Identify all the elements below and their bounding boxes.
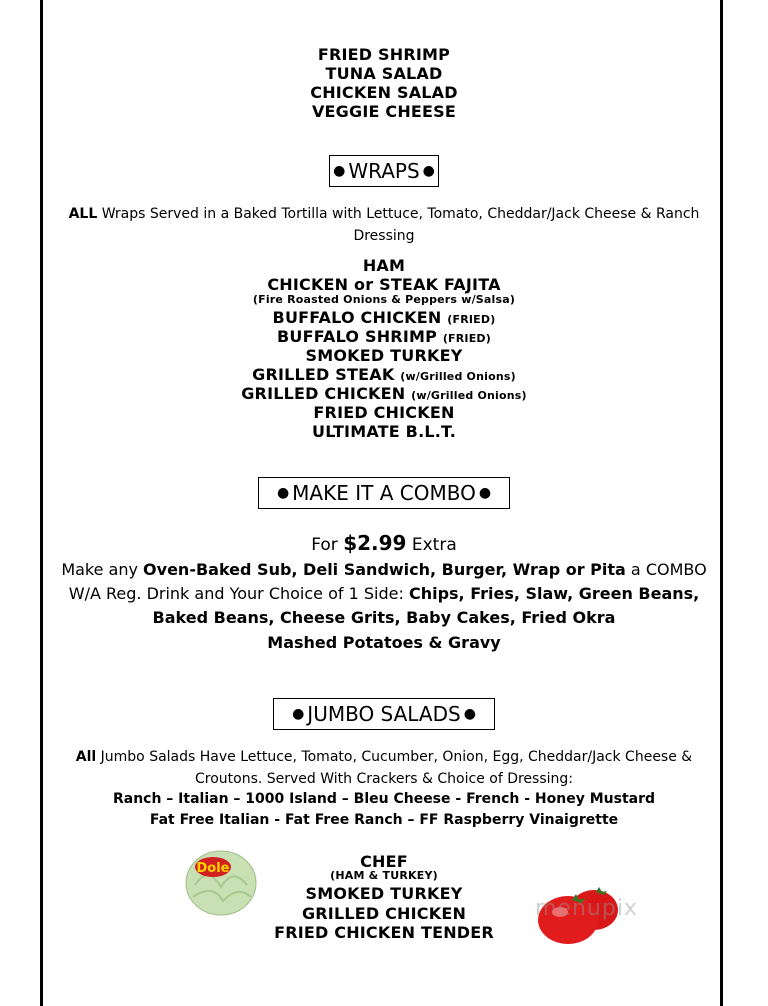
menu-item-chicken-salad: CHICKEN SALAD: [310, 83, 458, 102]
combo-line-2: [40, 584, 728, 603]
combo-line-1: [40, 560, 728, 579]
wraps-desc-line1: Wraps Served in a Baked Tortilla with Lettuce, Tomato, Cheddar/Jack Cheese & Ranch: [97, 206, 700, 222]
bullet-icon: ●: [333, 163, 346, 179]
wrap-buffalo-shrimp-label: BUFFALO SHRIMP: [277, 327, 438, 346]
salads-dressings-1: Ranch – Italian – 1000 Island – Bleu Cheese - French - Honey Mustard: [112, 791, 656, 807]
combo-price-line: [40, 531, 728, 555]
combo-l1-a: Make any: [61, 560, 144, 579]
combo-heading: [258, 477, 510, 509]
wrap-buffalo-shrimp: [0, 327, 768, 348]
wrap-fajita-note: (Fire Roasted Onions & Peppers w/Salsa): [252, 293, 516, 306]
menu-item-tuna-salad: TUNA SALAD: [325, 64, 443, 83]
wraps-heading-text: WRAPS: [348, 159, 420, 183]
wrap-buffalo-chicken-note: (FRIED): [447, 313, 496, 326]
combo-price: $2.99: [343, 531, 407, 555]
combo-heading-text: MAKE IT A COMBO: [292, 481, 476, 505]
combo-l2-b: Chips, Fries, Slaw, Green Beans,: [408, 584, 700, 603]
dole-lettuce-image: [183, 845, 259, 917]
wrap-grilled-steak-note: (w/Grilled Onions): [400, 370, 516, 383]
bullet-icon: ●: [276, 485, 290, 501]
salad-chef-note: (HAM & TURKEY): [330, 869, 438, 882]
salads-desc-bold: All: [75, 749, 97, 765]
combo-price-prefix: For: [311, 535, 344, 555]
salads-dressings-2: Fat Free Italian - Fat Free Ranch – FF Raspberry Vinaigrette: [149, 812, 619, 828]
wraps-desc-line2: Dressing: [353, 228, 415, 244]
salad-chef: CHEF: [360, 852, 408, 871]
salads-description: [40, 746, 728, 790]
wrap-buffalo-shrimp-note: (FRIED): [442, 332, 491, 345]
salads-heading: [273, 698, 495, 730]
bullet-icon: ●: [463, 706, 476, 722]
wrap-grilled-chicken-note: (w/Grilled Onions): [411, 389, 527, 402]
salad-smoked-turkey: SMOKED TURKEY: [305, 884, 463, 903]
combo-l1-b: Oven-Baked Sub, Deli Sandwich, Burger, Wrap or Pita: [143, 560, 626, 579]
wraps-heading: [329, 155, 439, 187]
wrap-fajita: CHICKEN or STEAK FAJITA: [267, 275, 501, 294]
combo-price-suffix: Extra: [406, 535, 457, 555]
wrap-buffalo-chicken: [0, 308, 768, 329]
watermark: menupix: [535, 896, 638, 921]
wrap-buffalo-chicken-label: BUFFALO CHICKEN: [272, 308, 442, 327]
salads-heading-text: JUMBO SALADS: [307, 702, 461, 726]
wrap-grilled-steak: [0, 365, 768, 386]
wrap-grilled-steak-label: GRILLED STEAK: [252, 365, 395, 384]
bullet-icon: ●: [292, 706, 305, 722]
bullet-icon: ●: [422, 163, 435, 179]
wrap-ultimate-blt: ULTIMATE B.L.T.: [312, 422, 456, 441]
bullet-icon: ●: [478, 485, 492, 501]
salad-fried-chicken-tender: FRIED CHICKEN TENDER: [274, 923, 494, 942]
wrap-fried-chicken: FRIED CHICKEN: [313, 403, 455, 422]
menu-item-veggie-cheese: VEGGIE CHEESE: [311, 102, 457, 121]
combo-l1-c: a COMBO: [625, 560, 707, 579]
combo-line-3: Baked Beans, Cheese Grits, Baby Cakes, Fried Okra: [152, 608, 616, 627]
menu-item-fried-shrimp: FRIED SHRIMP: [317, 45, 451, 64]
wrap-ham: HAM: [362, 256, 406, 275]
wrap-grilled-chicken: [0, 384, 768, 405]
wrap-grilled-chicken-label: GRILLED CHICKEN: [241, 384, 406, 403]
salads-desc-line1: Jumbo Salads Have Lettuce, Tomato, Cucumber, Onion, Egg, Cheddar/Jack Cheese &: [96, 749, 693, 765]
salads-desc-line2: Croutons. Served With Crackers & Choice of Dressing:: [194, 771, 573, 787]
wraps-description: [55, 203, 713, 247]
dole-logo-text: Dole: [196, 861, 230, 876]
wrap-smoked-turkey: SMOKED TURKEY: [305, 346, 463, 365]
wraps-desc-bold: ALL: [68, 206, 98, 222]
combo-line-4: Mashed Potatoes & Gravy: [267, 633, 501, 652]
salad-grilled-chicken: GRILLED CHICKEN: [301, 904, 467, 923]
combo-l2-a: W/A Reg. Drink and Your Choice of 1 Side:: [68, 584, 409, 603]
